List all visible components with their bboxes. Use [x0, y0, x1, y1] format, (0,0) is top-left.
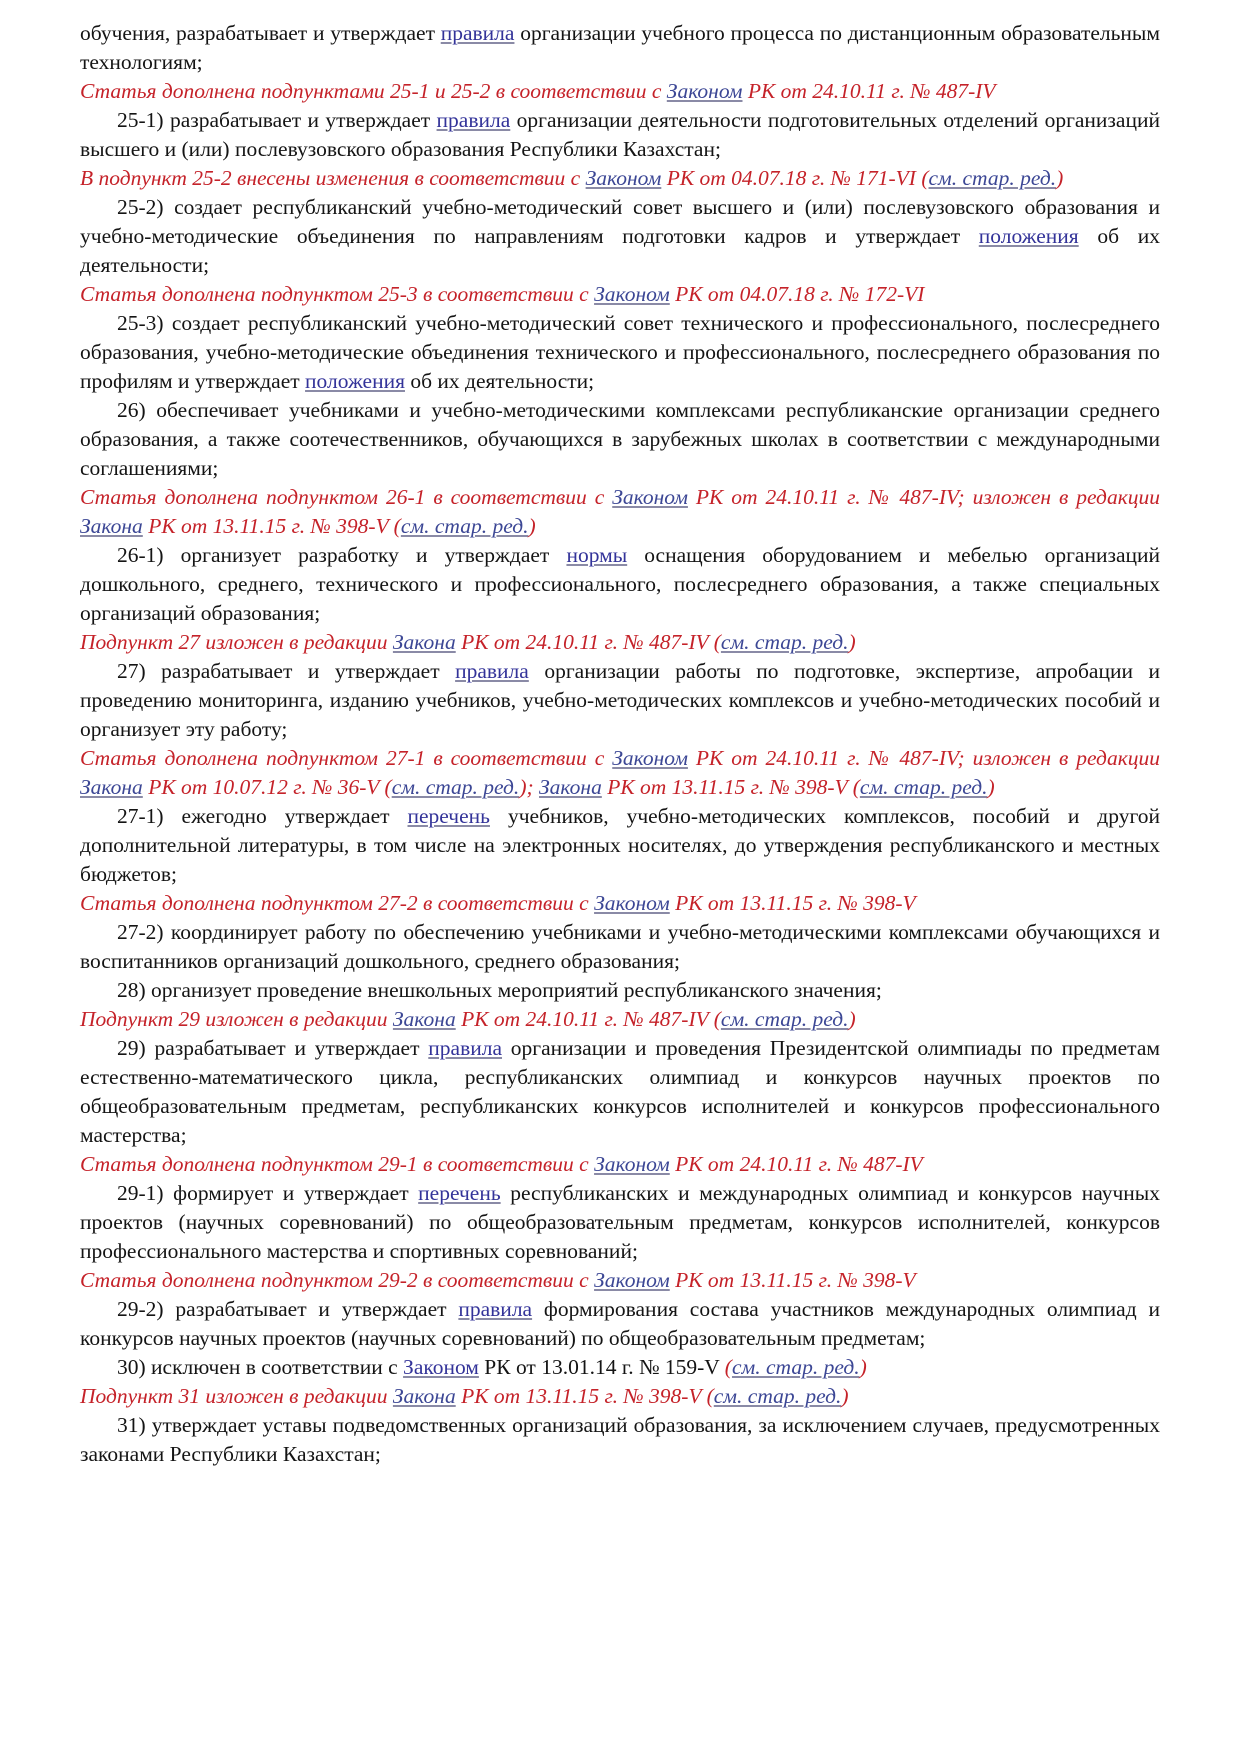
text-run: ): [859, 1355, 867, 1379]
text-run: 25-2) создает республиканский учебно-методический совет высшего и (или) послевузовского образования и учебно-методические объединения по направлениям подготовки кадров и утверждает: [80, 195, 1160, 248]
text-run: Подпункт 27 изложен в редакции: [80, 630, 393, 654]
text-run: Статья дополнена подпунктами 25-1 и 25-2 в соответствии с: [80, 79, 667, 103]
inline-link[interactable]: правила: [428, 1036, 503, 1060]
law-paragraph: [80, 193, 1160, 280]
text-run: Статья дополнена подпунктом 25-3 в соответствии с: [80, 282, 595, 306]
text-run: );: [519, 775, 540, 799]
text-run: ): [848, 630, 856, 654]
inline-link[interactable]: Закона: [392, 630, 456, 654]
text-run: 26-1) организует разработку и утверждает: [117, 543, 567, 567]
inline-link[interactable]: см. стар. ред.: [731, 1355, 860, 1379]
text-run: обучения, разрабатывает и утверждает: [80, 21, 441, 45]
inline-link[interactable]: правила: [455, 659, 529, 683]
inline-link[interactable]: перечень: [407, 804, 490, 828]
text-run: 31) утверждает уставы подведомственных организаций образования, за исключением случаев, предусмотренных законами Республики Казахстан;: [80, 1413, 1160, 1466]
text-run: 29-1) формирует и утверждает: [117, 1181, 419, 1205]
amendment-note: [80, 1382, 1160, 1411]
inline-link[interactable]: нормы: [566, 543, 628, 567]
amendment-note: [80, 1150, 1160, 1179]
text-run: 25-1) разрабатывает и утверждает: [117, 108, 437, 132]
text-run: РК от 13.11.15 г. № 398-V (: [601, 775, 860, 799]
law-paragraph: [80, 802, 1160, 889]
amendment-note: [80, 1005, 1160, 1034]
law-paragraph: [80, 1034, 1160, 1150]
text-run: В подпункт 25-2 внесены изменения в соответствии с: [80, 166, 586, 190]
text-run: (: [724, 1355, 732, 1379]
amendment-note: [80, 77, 1160, 106]
inline-link[interactable]: Законом: [403, 1355, 479, 1379]
inline-link[interactable]: Законом: [594, 891, 670, 915]
text-run: учебников, учебно-методических комплексов, пособий и другой дополнительной литературы, в том числе на электронных носителях, до утверждения республиканского и местных бюджетов;: [80, 804, 1160, 886]
amendment-note: [80, 889, 1160, 918]
text-run: РК от 24.10.11 г. № 487-IV; изложен в редакции: [687, 485, 1160, 509]
inline-link[interactable]: см. стар. ред.: [859, 775, 988, 799]
inline-link[interactable]: см. стар. ред.: [720, 630, 849, 654]
text-run: 28) организует проведение внешкольных мероприятий республиканского значения;: [117, 978, 882, 1002]
inline-link[interactable]: Закона: [80, 775, 143, 799]
text-run: 25-3) создает республиканский учебно-методический совет технического и профессионального, послесреднего образования, учебно-методические объединения технического и профессионального, послесреднего образования по профилям и утверждает: [80, 311, 1160, 393]
text-run: 27-1) ежегодно утверждает: [117, 804, 408, 828]
text-run: ): [987, 775, 995, 799]
inline-link[interactable]: Закона: [392, 1007, 456, 1031]
amendment-note: [80, 1266, 1160, 1295]
text-run: РК от 24.10.11 г. № 487-IV; изложен в редакции: [687, 746, 1160, 770]
inline-link[interactable]: положения: [305, 369, 405, 393]
text-run: организации деятельности подготовительных отделений организаций высшего и (или) послевузовского образования Республики Казахстан;: [80, 108, 1160, 161]
text-run: РК от 13.11.15 г. № 398-V: [669, 891, 916, 915]
inline-link[interactable]: правила: [458, 1297, 533, 1321]
inline-link[interactable]: см. стар. ред.: [713, 1384, 842, 1408]
amendment-note: [80, 483, 1160, 541]
inline-link[interactable]: Законом: [612, 485, 688, 509]
text-run: организации работы по подготовке, экспертизе, апробации и проведению мониторинга, изданию учебников, учебно-методических комплексов и учебно-методических пособий и организует эту работу;: [80, 659, 1160, 741]
text-run: РК от 13.11.15 г. № 398-V (: [142, 514, 401, 538]
inline-link[interactable]: Законом: [594, 1152, 670, 1176]
law-paragraph: [80, 1295, 1160, 1353]
law-paragraph: [80, 541, 1160, 628]
amendment-note: [80, 280, 1160, 309]
text-run: РК от 13.11.15 г. № 398-V (: [455, 1384, 714, 1408]
law-paragraph: [80, 106, 1160, 164]
inline-link[interactable]: Закона: [392, 1384, 456, 1408]
inline-link[interactable]: Закона: [80, 514, 143, 538]
text-run: 27) разрабатывает и утверждает: [117, 659, 456, 683]
text-run: РК от 24.10.11 г. № 487-IV: [669, 1152, 923, 1176]
text-run: РК от 13.11.15 г. № 398-V: [669, 1268, 916, 1292]
text-run: РК от 24.10.11 г. № 487-IV (: [455, 1007, 721, 1031]
text-run: 29-2) разрабатывает и утверждает: [117, 1297, 459, 1321]
text-run: Подпункт 29 изложен в редакции: [80, 1007, 393, 1031]
text-run: Статья дополнена подпунктом 27-2 в соответствии с: [80, 891, 595, 915]
amendment-note: [80, 744, 1160, 802]
text-run: ): [848, 1007, 856, 1031]
text-run: республиканских и международных олимпиад и конкурсов научных проектов (научных соревнований) по общеобразовательным предметам, конкурсов исполнителей, конкурсов профессионального мастерства и спортивных соревнований;: [80, 1181, 1160, 1263]
text-run: 29) разрабатывает и утверждает: [117, 1036, 429, 1060]
text-run: РК от 13.01.14 г. № 159-V: [478, 1355, 725, 1379]
text-run: Подпункт 31 изложен в редакции: [80, 1384, 393, 1408]
text-run: РК от 10.07.12 г. № 36-V (: [142, 775, 392, 799]
text-run: РК от 04.07.18 г. № 171-VI (: [661, 166, 929, 190]
amendment-note: [80, 164, 1160, 193]
text-run: организации и проведения Президентской олимпиады по предметам естественно-математического цикла, республиканских олимпиад и конкурсов научных проектов по общеобразовательным предметам, республиканских конкурсов исполнителей и конкурсов профессионального мастерства;: [80, 1036, 1160, 1147]
inline-link[interactable]: правила: [436, 108, 511, 132]
inline-link[interactable]: Законом: [594, 1268, 670, 1292]
text-run: оснащения оборудованием и мебелью организаций дошкольного, среднего, технического и профессионального, послесреднего образования, а также специальных организаций образования;: [80, 543, 1161, 625]
text-run: РК от 24.10.11 г. № 487-IV (: [455, 630, 721, 654]
text-run: формирования состава участников международных олимпиад и конкурсов научных проектов (научных соревнований) по общеобразовательным предметам;: [80, 1297, 1160, 1350]
law-paragraph: [80, 1411, 1160, 1469]
text-run: ): [1056, 166, 1064, 190]
text-run: Статья дополнена подпунктом 27-1 в соответствии с: [80, 746, 613, 770]
law-paragraph: [80, 396, 1160, 483]
inline-link[interactable]: перечень: [418, 1181, 501, 1205]
law-paragraph: [80, 657, 1160, 744]
inline-link[interactable]: Законом: [585, 166, 662, 190]
text-run: Статья дополнена подпунктом 29-1 в соответствии с: [80, 1152, 595, 1176]
text-run: 30) исключен в соответствии с: [117, 1355, 404, 1379]
law-paragraph: [80, 1353, 1160, 1382]
inline-link[interactable]: см. стар. ред.: [720, 1007, 849, 1031]
law-paragraph: [80, 19, 1160, 77]
inline-link[interactable]: Закона: [539, 775, 602, 799]
inline-link[interactable]: Законом: [612, 746, 688, 770]
inline-link[interactable]: см. стар. ред.: [391, 775, 520, 799]
inline-link[interactable]: см. стар. ред.: [400, 514, 529, 538]
text-run: об их деятельности;: [80, 224, 1160, 277]
amendment-note: [80, 628, 1160, 657]
text-run: РК от 04.07.18 г. № 172-VI: [669, 282, 925, 306]
inline-link[interactable]: положения: [978, 224, 1079, 248]
law-paragraph: [80, 309, 1160, 396]
text-run: 26) обеспечивает учебниками и учебно-методическими комплексами республиканские организации среднего образования, а также соотечественников, обучающихся в зарубежных школах в соответствии с международными соглашениями;: [80, 398, 1160, 480]
text-run: РК от 24.10.11 г. № 487-IV: [742, 79, 996, 103]
text-run: ): [841, 1384, 849, 1408]
text-run: 27-2) координирует работу по обеспечению учебниками и учебно-методическими комплексами обучающихся и воспитанников организаций дошкольного, среднего образования;: [80, 920, 1160, 973]
inline-link[interactable]: Законом: [666, 79, 743, 103]
text-run: ): [528, 514, 536, 538]
inline-link[interactable]: см. стар. ред.: [928, 166, 1057, 190]
inline-link[interactable]: правила: [440, 21, 515, 45]
text-run: организации учебного процесса по дистанционным образовательным технологиям;: [80, 21, 1160, 74]
law-paragraph: [80, 976, 1160, 1005]
text-run: об их деятельности;: [404, 369, 595, 393]
text-run: Статья дополнена подпунктом 29-2 в соответствии с: [80, 1268, 595, 1292]
law-paragraph: [80, 1179, 1160, 1266]
law-paragraph: [80, 918, 1160, 976]
inline-link[interactable]: Законом: [594, 282, 670, 306]
text-run: Статья дополнена подпунктом 26-1 в соответствии с: [80, 485, 613, 509]
